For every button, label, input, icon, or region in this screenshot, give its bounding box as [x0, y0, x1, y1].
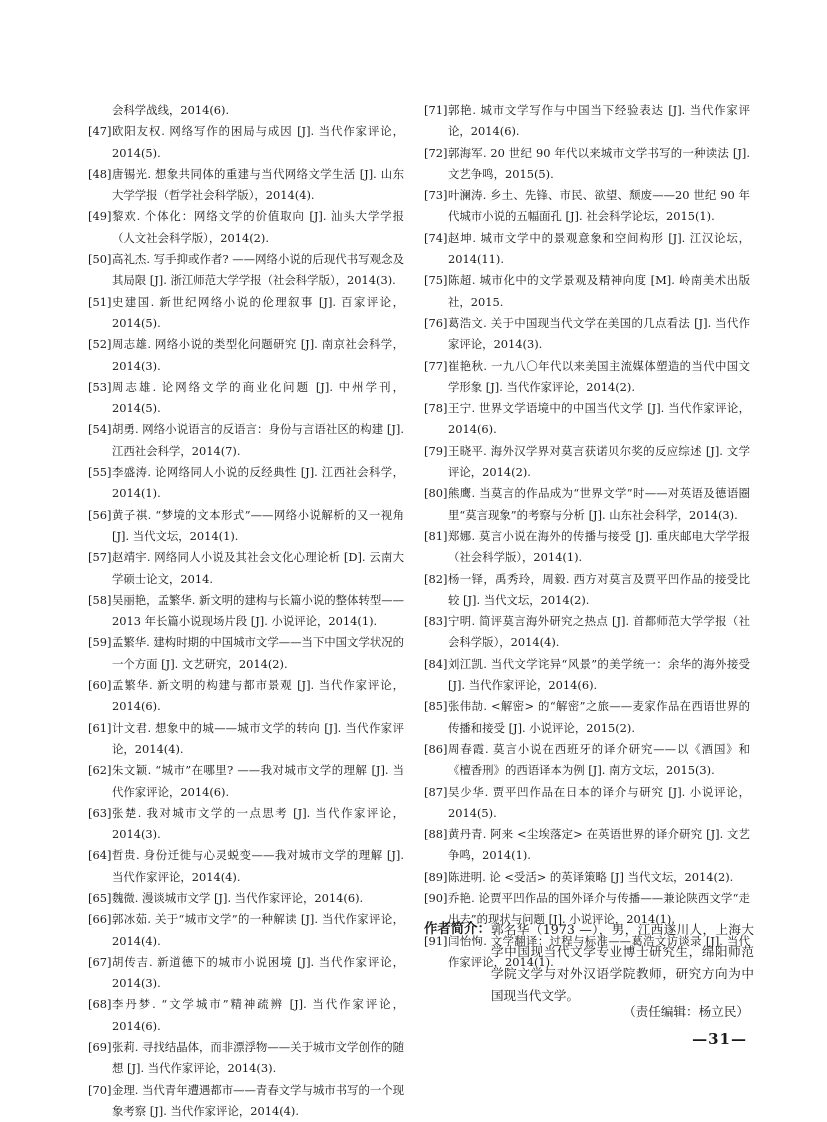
reference-number: [56] [88, 507, 112, 522]
reference-text: 闫怡恂. 文学翻译：过程与标准——葛浩文访谈录 [J]. 当代作家评论，2014(1). [448, 933, 750, 969]
reference-text: 黎欢. 个体化：网络文学的价值取向 [J]. 汕头大学学报（人文社会科学版），2014(2). [112, 209, 404, 245]
reference-item [88, 292, 404, 335]
reference-text: 金理. 当代青年遭遇都市——青春文学与城市书写的一个现象考察 [J]. 当代作家评论，2014(4). [112, 1082, 405, 1118]
reference-text: 郭海军. 20 世纪 90 年代以来城市文学书写的一种读法 [J]. 文艺争鸣，2015(5). [448, 145, 750, 181]
reference-item [424, 398, 750, 441]
reference-number: [48] [88, 166, 112, 181]
reference-number: [64] [88, 848, 112, 863]
reference-number: [68] [88, 997, 112, 1012]
reference-text: 哲贵. 身份迁徙与心灵蜕变——我对城市文学的理解 [J]. 当代作家评论，2014(4). [112, 848, 404, 884]
reference-number: [87] [424, 784, 448, 799]
reference-item [424, 867, 750, 888]
reference-number: [85] [424, 699, 448, 714]
reference-item [88, 334, 404, 377]
reference-number: [78] [424, 401, 448, 416]
reference-number: [75] [424, 273, 448, 288]
reference-text: 赵靖宇. 网络同人小说及其社会文化心理论析 [D]. 云南大学硕士论文，2014. [112, 550, 404, 586]
reference-number: [63] [88, 805, 112, 820]
reference-item [88, 632, 404, 675]
reference-text: 唐锡光. 想象共同体的重建与当代网络文学生活 [J]. 山东大学学报（哲学社会科学版），2014(4). [112, 166, 404, 203]
reference-item [88, 462, 404, 505]
reference-item [424, 143, 750, 186]
reference-item [88, 760, 404, 803]
reference-text: 郭艳. 城市文学写作与中国当下经验表达 [J]. 当代作家评论，2014(6). [448, 103, 750, 139]
reference-text: 欧阳友权. 网络写作的困局与成因 [J]. 当代作家评论，2014(5). [112, 124, 404, 160]
reference-text: 乔艳. 论贾平凹作品的国外译介与传播——兼论陕西文学“走出去”的现状与问题 [J]. 小说评论，2014(1). [448, 890, 750, 927]
reference-text: 杨一铎，禹秀玲，周毅. 西方对莫言及贾平凹作品的接受比较 [J]. 当代文坛，2014(2). [448, 571, 750, 607]
reference-text: 计文君. 想象中的城——城市文学的转向 [J]. 当代作家评论，2014(4). [112, 720, 404, 756]
reference-number: [79] [424, 443, 448, 458]
reference-item [424, 185, 750, 228]
reference-text: 张楚. 我对城市文学的一点思考 [J]. 当代作家评论，2014(3). [112, 805, 404, 842]
reference-number: [57] [88, 550, 112, 565]
reference-item [88, 419, 404, 462]
reference-text: 会科学战线，2014(6). [112, 103, 230, 117]
reference-text: 孟繁华. 新文明的构建与都市景观 [J]. 当代作家评论，2014(6). [112, 678, 404, 714]
reference-text: 王宁. 世界文学语境中的中国当代文学 [J]. 当代作家评论，2014(6). [448, 401, 750, 437]
reference-number: [66] [88, 912, 112, 927]
reference-text: 郭冰茹. 关于“城市文学”的一种解读 [J]. 当代作家评论，2014(4). [112, 912, 404, 948]
reference-number: [58] [88, 592, 112, 607]
reference-text: 周春霞. 莫言小说在西班牙的译介研究——以《酒国》和《檀香刑》的西语译本为例 [J]. 南方文坛，2015(3). [448, 741, 750, 778]
reference-number: [51] [88, 294, 112, 309]
reference-number: [50] [88, 252, 112, 267]
reference-number: [55] [88, 465, 112, 480]
reference-item [88, 888, 404, 909]
reference-number: [81] [424, 528, 448, 543]
reference-number: [72] [424, 145, 448, 160]
reference-number: [84] [424, 656, 448, 671]
reference-item [88, 547, 404, 590]
reference-item [88, 952, 404, 995]
reference-number: [60] [88, 678, 112, 693]
reference-number: [69] [88, 1040, 112, 1055]
reference-item [424, 824, 750, 867]
reference-text: 王晓平. 海外汉学界对莫言获诺贝尔奖的反应综述 [J]. 文学评论，2014(2). [448, 443, 750, 480]
reference-item [88, 505, 404, 548]
reference-number: [73] [424, 188, 448, 203]
reference-number: [77] [424, 358, 448, 373]
references-right-column [424, 100, 750, 973]
reference-text: 胡传吉. 新道德下的城市小说困境 [J]. 当代作家评论，2014(3). [112, 954, 404, 991]
reference-text: 郑娜. 莫言小说在海外的传播与接受 [J]. 重庆邮电大学学报（社会科学版），2014(1). [448, 528, 750, 565]
reference-text: 李盛涛. 论网络同人小说的反经典性 [J]. 江西社会科学，2014(1). [112, 465, 404, 501]
reference-text: 熊鹰. 当莫言的作品成为“世界文学”时——对英语及德语圈里“莫言现象”的考察与分析 [J]. 山东社会科学，2014(3). [448, 486, 750, 522]
reference-item [88, 249, 404, 292]
reference-number: [83] [424, 614, 448, 629]
reference-item [424, 228, 750, 271]
reference-item [88, 121, 404, 164]
reference-number: [67] [88, 954, 112, 969]
reference-number: [74] [424, 230, 448, 245]
reference-number: [54] [88, 422, 112, 437]
reference-text: 魏微. 漫谈城市文学 [J]. 当代作家评论，2014(6). [112, 890, 364, 905]
reference-item [88, 718, 404, 761]
reference-item [88, 909, 404, 952]
reference-item [424, 611, 750, 654]
reference-item [424, 356, 750, 399]
reference-item [88, 845, 404, 888]
reference-text: 胡勇. 网络小说语言的反语言：身份与言语社区的构建 [J]. 江西社会科学，2014(7). [112, 422, 404, 458]
reference-text: 周志雄. 网络小说的类型化问题研究 [J]. 南京社会科学，2014(3). [112, 337, 404, 373]
reference-text: 刘江凯. 当代文学诧异“风景”的美学统一：余华的海外接受 [J]. 当代作家评论，2014(6). [448, 656, 750, 693]
reference-item [88, 803, 404, 846]
reference-item [88, 164, 404, 207]
reference-number: [71] [424, 103, 448, 117]
reference-number: [88] [424, 827, 448, 842]
reference-item [88, 100, 404, 121]
reference-item [88, 590, 404, 633]
reference-item [88, 1037, 404, 1080]
reference-text: 吴丽艳，孟繁华. 新文明的建构与长篇小说的整体转型——2013 年长篇小说现场片段 [J]. 小说评论，2014(1). [112, 592, 405, 629]
reference-text: 张伟劼. <解密> 的“解密”之旅——麦家作品在西语世界的传播和接受 [J]. 小说评论，2015(2). [448, 699, 750, 735]
reference-item [88, 206, 404, 249]
references-left-column [88, 100, 404, 1122]
reference-item [424, 696, 750, 739]
reference-item [424, 313, 750, 356]
reference-number: [76] [424, 315, 448, 330]
reference-number: [86] [424, 741, 448, 756]
reference-text: 黄子祺. “梦境的文本形式”——网络小说解析的又一视角 [J]. 当代文坛，2014(1). [112, 507, 404, 543]
reference-item [424, 483, 750, 526]
reference-number: [89] [424, 869, 448, 884]
reference-text: 陈进明. 论 <受活> 的英译策略 [J] 当代文坛，2014(2). [448, 869, 734, 884]
reference-number: [82] [424, 571, 448, 586]
reference-text: 宁明. 简评莫言海外研究之热点 [J]. 首都师范大学学报（社会科学版），2014(4). [448, 614, 750, 650]
reference-item [88, 1080, 404, 1122]
reference-number: [90] [424, 890, 448, 905]
editor-note: （责任编辑：杨立民） [623, 1004, 749, 1019]
author-bio-label: 作者简介： [424, 922, 491, 937]
reference-text: 张莉. 寻找结晶体，而非漂浮物——关于城市文学创作的随想 [J]. 当代作家评论，2014(3). [112, 1040, 405, 1076]
reference-text: 崔艳秋. 一九八〇年代以来美国主流媒体塑造的当代中国文学形象 [J]. 当代作家评论，2014(2). [448, 358, 750, 394]
reference-item [424, 526, 750, 569]
reference-item [424, 569, 750, 612]
reference-text: 陈超. 城市化中的文学景观及精神向度 [M]. 岭南美术出版社，2015. [448, 273, 750, 309]
reference-text: 朱文颖. “城市”在哪里? ——我对城市文学的理解 [J]. 当代作家评论，2014(6). [112, 763, 404, 799]
reference-text: 高礼杰. 写手抑或作者? ——网络小说的后现代书写观念及其局限 [J]. 浙江师范大学学报（社会科学版），2014(3). [112, 252, 404, 288]
reference-number: [80] [424, 486, 448, 501]
reference-number: [62] [88, 763, 112, 778]
reference-text: 史建国. 新世纪网络小说的伦理叙事 [J]. 百家评论，2014(5). [112, 294, 404, 330]
reference-text: 吴少华. 贾平凹作品在日本的译介与研究 [J]. 小说评论，2014(5). [448, 784, 750, 820]
reference-item [424, 654, 750, 697]
reference-item [424, 100, 750, 143]
reference-text: 赵坤. 城市文学中的景观意象和空间构形 [J]. 江汉论坛，2014(11). [448, 230, 750, 267]
page-number: —31— [692, 1030, 747, 1048]
reference-item [88, 675, 404, 718]
reference-item [424, 441, 750, 484]
reference-number: [53] [88, 379, 112, 394]
reference-item [424, 739, 750, 782]
reference-item [88, 994, 404, 1037]
reference-number: [65] [88, 890, 112, 905]
reference-text: 李丹梦. “文学城市”精神疏辨 [J]. 当代作家评论，2014(6). [112, 997, 404, 1033]
reference-text: 周志雄. 论网络文学的商业化问题 [J]. 中州学刊，2014(5). [112, 379, 404, 416]
reference-text: 孟繁华. 建构时期的中国城市文学——当下中国文学状况的一个方面 [J]. 文艺研究，2014(2). [112, 635, 405, 671]
reference-number: [91] [424, 933, 448, 948]
reference-number: [70] [88, 1082, 112, 1097]
author-bio-text: 郭名华（1973 —），男，江西遂川人，上海大学中国现当代文学专业博士研究生，绵阳师范学院文学与对外汉语学院教师，研究方向为中国现当代文学。 [490, 922, 754, 1003]
reference-number: [59] [88, 635, 112, 650]
reference-text: 叶澜涛. 乡土、先锋、市民、欲望、颓废——20 世纪 90 年代城市小说的五幅面孔 [J]. 社会科学论坛，2015(1). [448, 188, 750, 224]
reference-item [88, 377, 404, 420]
reference-number: [47] [88, 124, 112, 139]
reference-item [424, 270, 750, 313]
reference-text: 黄丹青. 阿来 <尘埃落定> 在英语世界的译介研究 [J]. 文艺争鸣，2014(1). [448, 827, 750, 863]
reference-number: [61] [88, 720, 112, 735]
reference-number: [49] [88, 209, 112, 224]
author-bio [424, 919, 754, 1007]
reference-number: [52] [88, 337, 112, 352]
reference-item [424, 782, 750, 825]
reference-text: 葛浩文. 关于中国现当代文学在美国的几点看法 [J]. 当代作家评论，2014(3). [448, 315, 750, 352]
